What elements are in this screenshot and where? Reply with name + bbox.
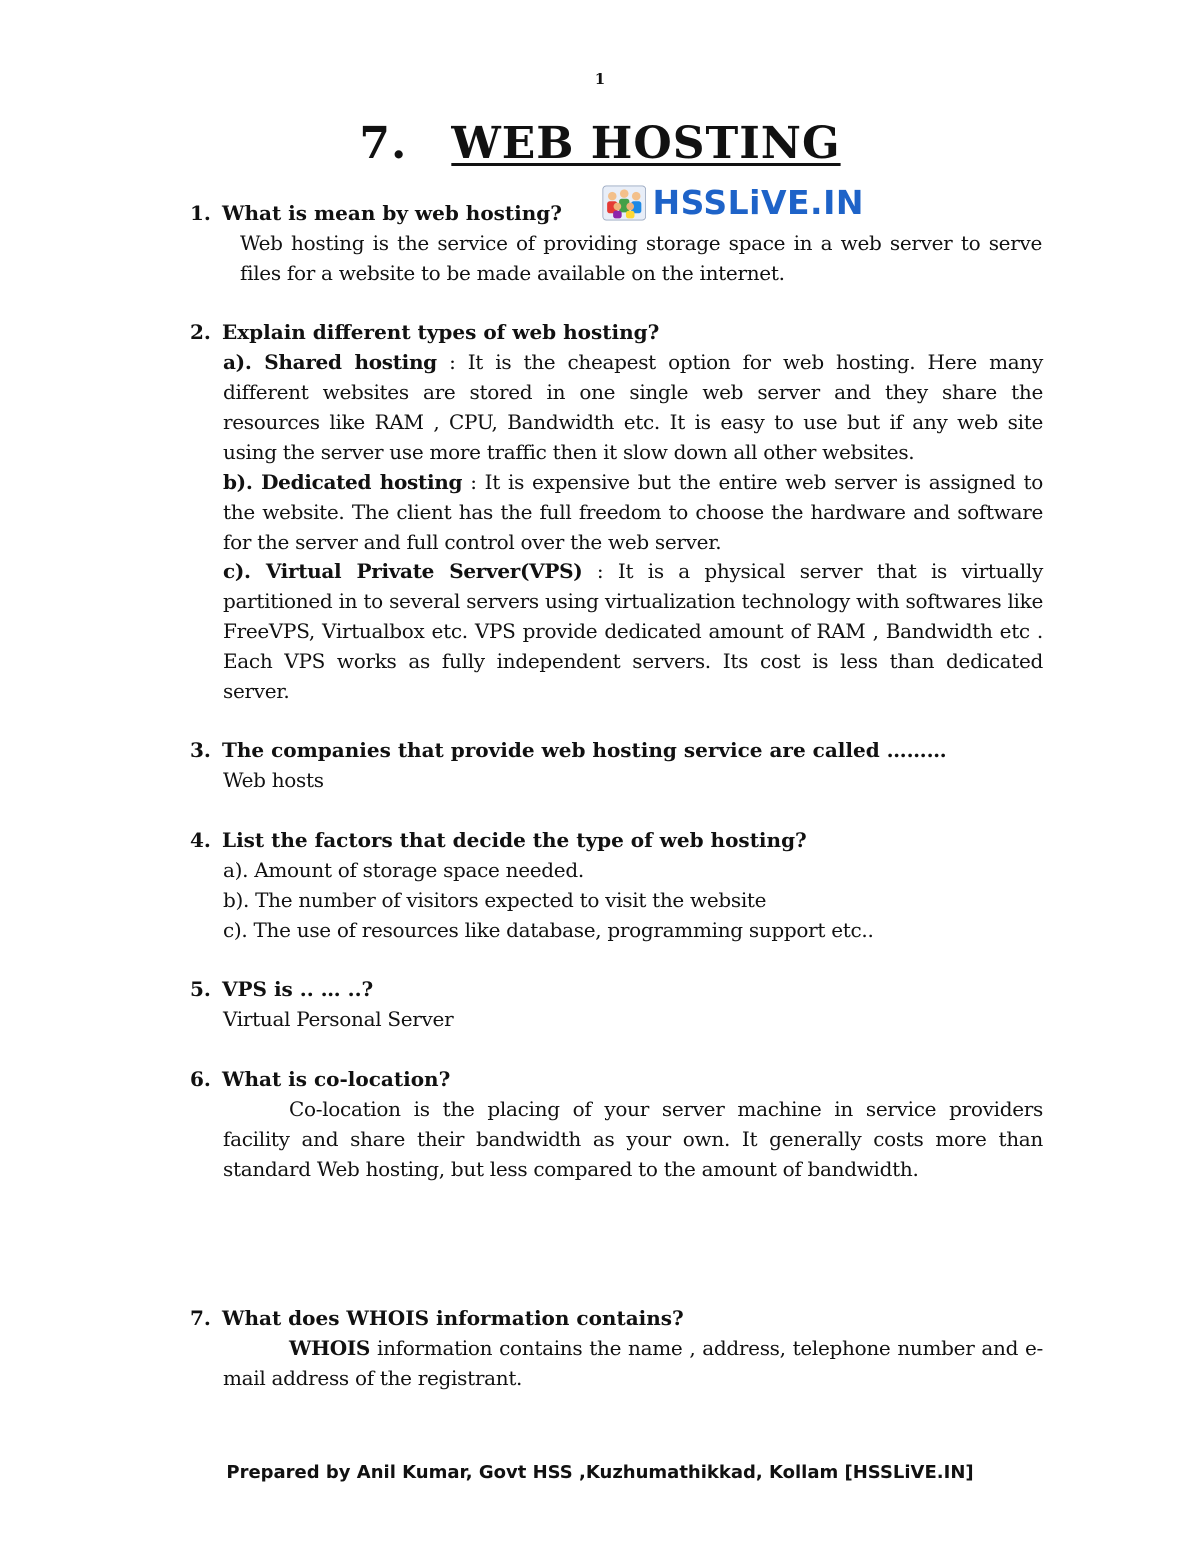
question-text: List the factors that decide the type of web hosting? — [222, 828, 807, 852]
dedicated-hosting-label: b). Dedicated hosting — [223, 470, 463, 494]
factor-item: c). The use of resources like database, programming support etc.. — [223, 918, 874, 942]
whois-label: WHOIS — [289, 1336, 371, 1360]
question-number: 7. — [190, 1306, 211, 1330]
question-2 — [190, 317, 1050, 347]
question-text: What is co-location? — [222, 1067, 451, 1091]
dedicated-hosting-paragraph — [223, 467, 1043, 557]
question-text: Explain different types of web hosting? — [222, 320, 660, 344]
question-number: 6. — [190, 1067, 211, 1091]
question-number: 2. — [190, 320, 211, 344]
question-text: The companies that provide web hosting service are called ……… — [222, 738, 947, 762]
whois-text: information contains the name , address, telephone number and e-mail address of the registrant. — [223, 1336, 1043, 1390]
footer: Prepared by Anil Kumar, Govt HSS ,Kuzhumathikkad, Kollam [HSSLiVE.IN] — [226, 1462, 974, 1483]
shared-hosting-text: : It is the cheapest option for web hosting. Here many different websites are stored in one single web server and they share the resources like RAM , CPU, Bandwidth etc. It is easy to use but if any web site using the server use more traffic then it slow down all other websites. — [223, 350, 1043, 464]
shared-hosting-label: a). Shared hosting — [223, 350, 437, 374]
answer-6: Co-location is the placing of your server machine in service providers facility and share their bandwidth as your own. It generally costs more than standard Web hosting, but less compared to the amount of bandwidth. — [223, 1097, 1043, 1181]
question-4 — [190, 825, 1050, 855]
logo-text: HSSLiVE.IN — [652, 183, 864, 222]
question-7 — [190, 1303, 1050, 1333]
question-text: What does WHOIS information contains? — [222, 1306, 684, 1330]
answer-7 — [223, 1333, 1043, 1393]
chapter-title-text: WEB HOSTING — [451, 118, 841, 169]
factor-item: b). The number of visitors expected to visit the website — [223, 888, 767, 912]
question-text: VPS is .. … ..? — [222, 977, 374, 1001]
chapter-title — [0, 118, 1200, 169]
question-number: 1. — [190, 201, 211, 225]
question-number: 4. — [190, 828, 211, 852]
question-1 — [190, 198, 1050, 228]
dedicated-hosting-text: : It is expensive but the entire web server is assigned to the website. The client has the full freedom to choose the hardware and software for the server and full control over the web server. — [223, 470, 1043, 554]
question-number: 3. — [190, 738, 211, 762]
factor-item: a). Amount of storage space needed. — [223, 858, 584, 882]
answer-5: Virtual Personal Server — [223, 1007, 454, 1031]
question-6 — [190, 1064, 1050, 1094]
vps-hosting-label: c). Virtual Private Server(VPS) — [223, 559, 583, 583]
chapter-number: 7. — [359, 118, 408, 169]
shared-hosting-paragraph — [223, 347, 1043, 467]
page-number: 1 — [594, 70, 606, 88]
answer-1: Web hosting is the service of providing storage space in a web server to serve files for a website to be made available on the internet. — [240, 231, 1042, 285]
question-5 — [190, 974, 1050, 1004]
question-3 — [190, 735, 1050, 765]
vps-hosting-paragraph — [223, 556, 1043, 706]
vps-hosting-text: : It is a physical server that is virtually partitioned in to several servers using virtualization technology with softwares like FreeVPS, Virtualbox etc. VPS provide dedicated amount of RAM , Bandwidth etc . Each VPS works as fully independent servers. Its cost is less than dedicated server. — [223, 559, 1044, 703]
answer-3: Web hosts — [223, 768, 324, 792]
question-text: What is mean by web hosting? — [222, 201, 563, 225]
question-number: 5. — [190, 977, 211, 1001]
